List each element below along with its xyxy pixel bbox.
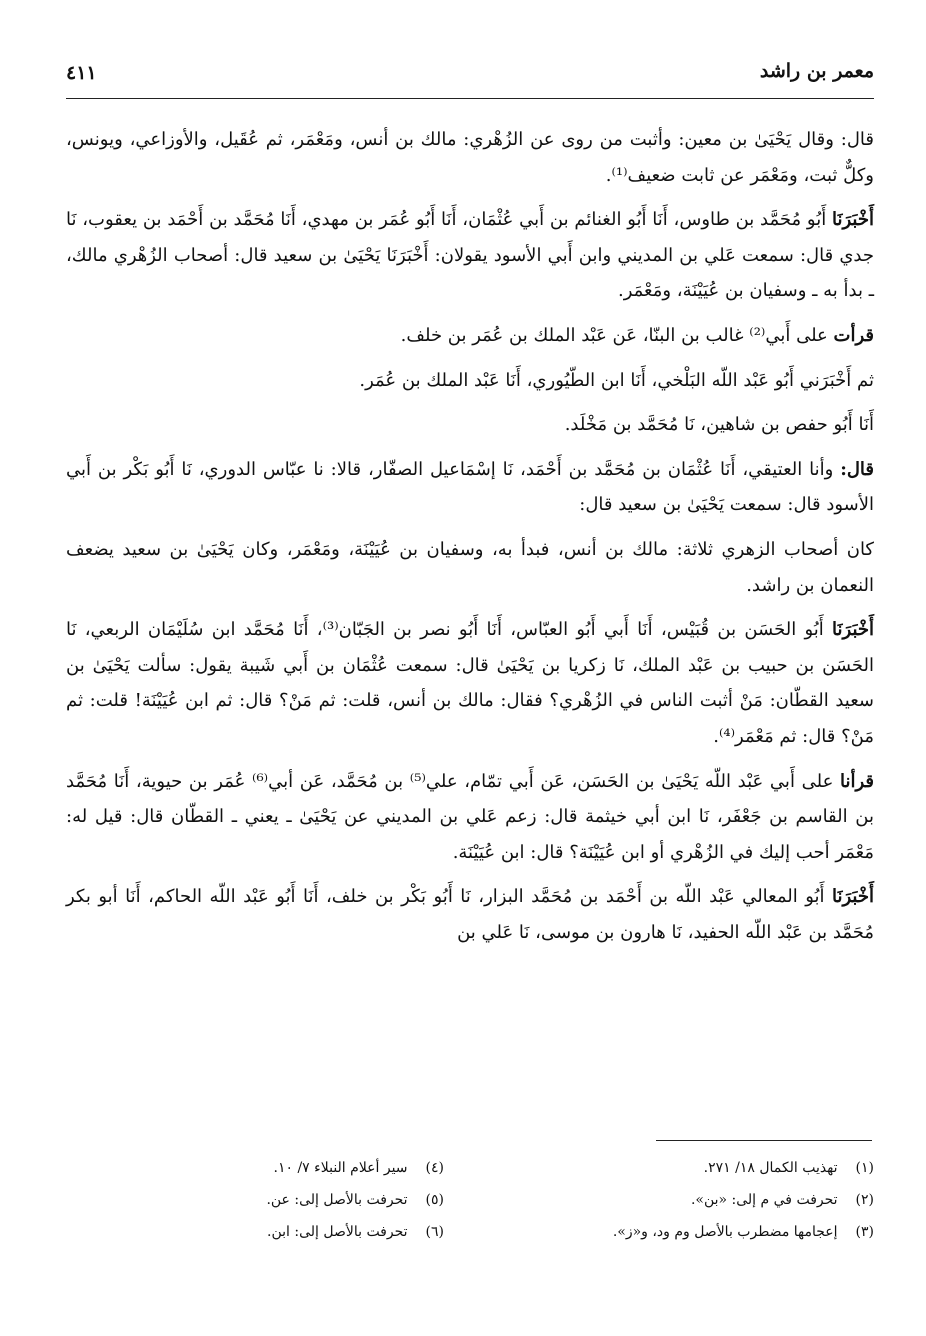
paragraph-8 — [66, 612, 874, 754]
footnote-item — [454, 1184, 874, 1216]
footnote-number: (٥) — [425, 1192, 444, 1208]
paragraph-text: أَبُو الحَسَن بن قُبَيْس، أَنَا أَبي أَبُو العبّاس، أَنَا أَبُو نصر بن الجَبّان⁽³⁾، أَنَا مُحَمَّد ابن سُلَيْمَان الربعي، نَا الحَسَن بن حبيب بن عَبْد الملك، نَا زكريا بن يَحْيَىٰ قال: سمعت عُثْمَان بن أَبي شَيبة يقول: سألت يَحْيَىٰ بن سعيد القطّان: مَنْ أثبت الناس في الزُهْري؟ فقال: مالك بن أنس، قلت: ثم مَنْ؟ قال: ثم ابن عُيَيْنَة! قلت: ثم مَنْ؟ قال: ثم مَعْمَر⁽⁴⁾. — [66, 619, 874, 747]
paragraph-text: أَنَا أَبُو حفص بن شاهين، نَا مُحَمَّد بن مَخْلَد. — [564, 414, 874, 436]
paragraph-text: قال: وقال يَحْيَىٰ بن معين: وأثبت من روى عن الزُهْري: مالك بن أنس، ومَعْمَر، ثم عُقَيل، والأوزاعي، ويونس، وكلٌّ ثبت، ومَعْمَر عن ثابت ضعيف⁽¹⁾. — [66, 129, 874, 186]
paragraph-5 — [66, 407, 874, 443]
paragraph-10 — [66, 879, 874, 950]
footnote-text: تهذيب الكمال ١٨/ ٢٧١. — [703, 1160, 838, 1176]
footnote-item — [66, 1216, 444, 1248]
paragraph-9 — [66, 764, 874, 871]
paragraph-text: وأنا العتيقي، أَنَا عُثْمَان بن مُحَمَّد بن أَحْمَد، نَا إسْمَاعيل الصفّار، قالا: نا عبّاس الدوري، نَا أَبُو بَكْر بن أَبي الأسود قال: سمعت يَحْيَىٰ بن سعيد قال: — [66, 458, 874, 516]
footnote-item — [66, 1184, 444, 1216]
paragraph-7 — [66, 532, 874, 603]
footnote-item — [454, 1152, 874, 1184]
paragraph-3 — [66, 318, 874, 354]
footnote-number: (٢) — [855, 1192, 874, 1208]
footnote-number: (٦) — [425, 1224, 444, 1240]
footnote-item — [66, 1152, 444, 1184]
paragraph-lead: أَخْبَرَنَا — [832, 209, 874, 231]
footnote-text: تحرفت في م إلى: «بن». — [690, 1192, 838, 1208]
footnote-number: (٤) — [425, 1160, 444, 1176]
footnote-number: (٣) — [855, 1224, 874, 1240]
paragraph-lead: قرأت — [833, 324, 874, 346]
paragraph-lead: أَخْبَرَنَا — [832, 886, 874, 908]
page-number: ٤١١ — [66, 62, 97, 84]
footnote-number: (١) — [855, 1160, 874, 1176]
footnote-text: سير أعلام النبلاء ٧/ ١٠. — [273, 1160, 408, 1176]
paragraph-text: ثم أَخْبَرَني أَبُو عَبْد اللّه البَلْخي، أَنَا ابن الطّيُوري، أَنَا عَبْد الملك بن عُمَر. — [359, 369, 874, 391]
page-header — [66, 50, 874, 99]
paragraph-6 — [66, 452, 874, 523]
paragraph-lead: قرأنا — [839, 770, 874, 792]
footnote-text: تحرفت بالأصل إلى: عن. — [266, 1192, 408, 1208]
paragraph-4 — [66, 363, 874, 399]
paragraph-2 — [66, 202, 874, 309]
paragraph-1 — [66, 122, 874, 193]
paragraph-text: أَبُو مُحَمَّد بن طاوس، أَنَا أَبُو الغنائم بن أَبي عُثْمَان، أَنَا أَبُو عُمَر بن مهدي، أَنَا مُحَمَّد بن أَحْمَد بن يعقوب، نَا جدي قال: سمعت عَلي بن المديني وابن أَبي الأسود يقولان: أَخْبَرَنَا يَحْيَىٰ بن سعيد قال: أصحاب الزُهْري مالك، ـ بدأ به ـ وسفيان بن عُيَيْنَة، ومَعْمَر. — [66, 209, 874, 302]
running-title: معمر بن راشد — [759, 60, 874, 82]
paragraph-lead: قال: — [840, 458, 874, 480]
footnotes-divider — [656, 1140, 872, 1141]
paragraph-text: أَبُو المعالي عَبْد اللّه بن أَحْمَد بن مُحَمَّد البزار، نَا أَبُو بَكْر بن خلف، أَنَا أَبُو عَبْد اللّه الحاكم، أَنَا أبو بكر مُحَمَّد بن عَبْد اللّه الحفيد، نَا هارون بن موسى، نَا عَلي بن — [66, 886, 874, 943]
footnotes-column-left — [66, 1152, 444, 1248]
paragraph-text: كان أصحاب الزهري ثلاثة: مالك بن أنس، فبدأ به، وسفيان بن عُيَيْنَة، ومَعْمَر، وكان يَحْيَىٰ بن سعيد يضعف النعمان بن راشد. — [66, 538, 874, 596]
footnote-item — [454, 1216, 874, 1248]
footnotes-column-right — [454, 1152, 874, 1248]
footnote-text: إعجامها مضطرب بالأصل وم ود، و«ز». — [612, 1224, 838, 1240]
paragraph-text: على أَبي عَبْد اللّه يَحْيَىٰ بن الحَسَن، عَن أَبي تمّام، علي⁽⁵⁾ بن مُحَمَّد، عَن أبي⁽⁶⁾ عُمَر بن حيوية، أَنَا مُحَمَّد بن القاسم بن جَعْفَر، نَا ابن أبي خيثمة قال: زعم عَلي بن المديني عن يَحْيَىٰ ـ يعني ـ القطّان قال: قيل له: مَعْمَر أحب إليك في الزُهْري أو ابن عُيَيْنَة؟ قال: ابن عُيَيْنَة. — [66, 770, 874, 863]
footnote-text: تحرفت بالأصل إلى: ابن. — [267, 1224, 408, 1240]
paragraph-lead: أَخْبَرَنَا — [832, 619, 875, 641]
paragraph-text: على أَبي⁽²⁾ غالب بن البنّا، عَن عَبْد الملك بن عُمَر بن خلف. — [400, 324, 834, 346]
main-text — [66, 122, 874, 959]
